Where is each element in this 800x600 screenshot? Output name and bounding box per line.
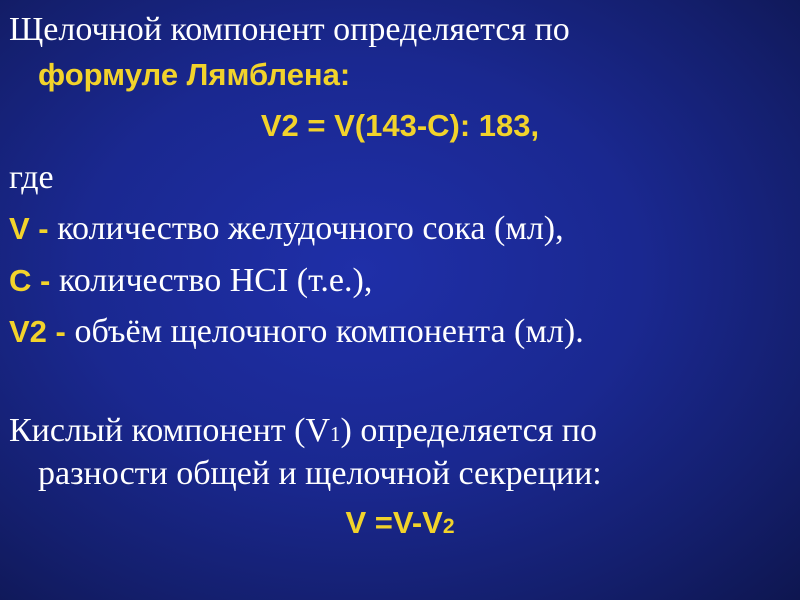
acid-formula bbox=[0, 503, 800, 547]
intro-line: Щелочной компонент определяется по bbox=[9, 11, 570, 48]
alkaline-formula: V2 = V(143-C): 183, bbox=[260, 108, 540, 143]
definition-v bbox=[9, 209, 564, 249]
acid-line-start: Кислый компонент (V bbox=[9, 412, 331, 449]
definition-v2-text: объём щелочного компонента (мл). bbox=[74, 313, 584, 350]
acid-component-line-2: разности общей и щелочной секреции: bbox=[38, 455, 602, 492]
acid-formula-main: V =V-V bbox=[345, 505, 443, 540]
definition-v2 bbox=[9, 312, 584, 352]
where-label: где bbox=[9, 159, 54, 196]
acid-component-line bbox=[9, 411, 597, 454]
definition-v-text: количество желудочного сока (мл), bbox=[57, 210, 564, 247]
lamblen-formula-heading: формуле Лямблена: bbox=[38, 57, 351, 92]
definition-c-text: количество HCI (т.е.), bbox=[58, 262, 373, 299]
definition-c bbox=[9, 261, 372, 301]
acid-formula-subscript: 2 bbox=[442, 515, 455, 538]
acid-line-subscript: 1 bbox=[330, 422, 341, 446]
definition-v-term: V - bbox=[9, 211, 58, 246]
definition-v2-term: V2 - bbox=[9, 314, 75, 349]
acid-line-end: ) определяется по bbox=[340, 412, 597, 449]
definition-c-term: C - bbox=[9, 263, 59, 298]
